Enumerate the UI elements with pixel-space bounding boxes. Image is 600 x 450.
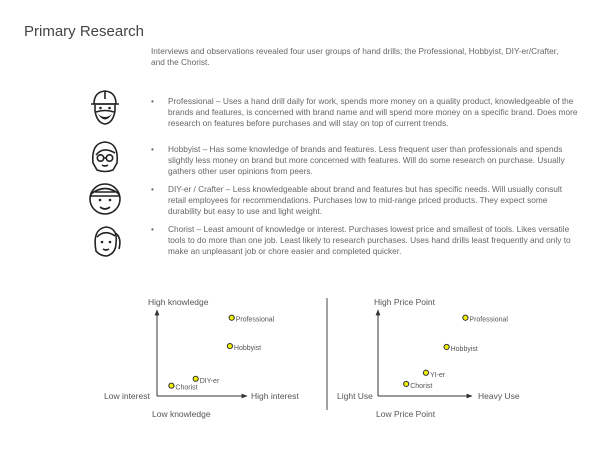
data-point-yi-er [423, 370, 428, 375]
data-point-chorist [404, 381, 409, 386]
data-point-hobbyist [227, 344, 232, 349]
data-point-professional [463, 315, 468, 320]
axis-label-right: Heavy Use [478, 391, 520, 401]
bullet: • [151, 184, 154, 194]
axis-label-bottom: Low Price Point [376, 409, 436, 419]
axis-label-bottom: Low knowledge [152, 409, 211, 419]
data-label-chorist: Chorist [175, 384, 198, 392]
data-label-diy-er: DIY-er [199, 377, 220, 385]
data-point-diy-er [193, 376, 198, 381]
bullet: • [151, 96, 154, 106]
persona-description: Professional – Uses a hand drill daily for work, spends more money on a quality product, knowledgeable of the brands and features, is concerned with brand name and will spend more money on a specific brand. Does more research on features before purchases and will stay on top of current trends. [168, 96, 578, 128]
persona-description: Chorist – Least amount of knowledge or interest. Purchases lowest price and smallest of tools. Likes versatile tools to do more than one job. Least likely to research purchases. Uses hand drills least frequently and only to make an unpleasant job or chore easier and completed quicker. [168, 224, 571, 256]
knowledge-interest-chart [104, 297, 299, 419]
data-label-chorist: Chorist [410, 382, 433, 390]
axis-label-right: High interest [251, 391, 299, 401]
data-point-hobbyist [444, 344, 449, 349]
data-label-professional: Professional [235, 316, 275, 324]
persona-description: DIY-er / Crafter – Less knowledgeable about brand and features but has specific needs. Will usually consult retail employees for recommendations. Purchases low to mid-range priced products. They expect some durability but easy to use and light weight. [168, 184, 563, 216]
persona-description: Hobbyist – Has some knowledge of brands and features. Less frequent user than professionals and spends slightly less money on brand but more concerned with features. Will do some research on purchase. Usually gathers other user opinions from peers. [168, 144, 565, 176]
axis-label-left: Low interest [104, 391, 150, 401]
data-point-chorist [169, 383, 174, 388]
data-label-professional: Professional [469, 316, 508, 324]
data-label-hobbyist: Hobbyist [450, 345, 478, 353]
page-title: Primary Research [24, 23, 145, 40]
price-usage-chart [337, 297, 520, 419]
axis-label-top: High Price Point [374, 297, 435, 307]
intro-paragraph: Interviews and observations revealed four user groups of hand drills; the Professional, Hobbyist, DIY-er/Crafter, and the Chorist. [151, 46, 559, 67]
axis-label-top: High knowledge [148, 297, 209, 307]
data-point-professional [229, 315, 234, 320]
axis-label-left: Light Use [337, 391, 373, 401]
data-label-yi-er: YI-er [429, 371, 446, 379]
bullet: • [151, 224, 154, 234]
bullet: • [151, 144, 154, 154]
data-label-hobbyist: Hobbyist [233, 345, 262, 353]
